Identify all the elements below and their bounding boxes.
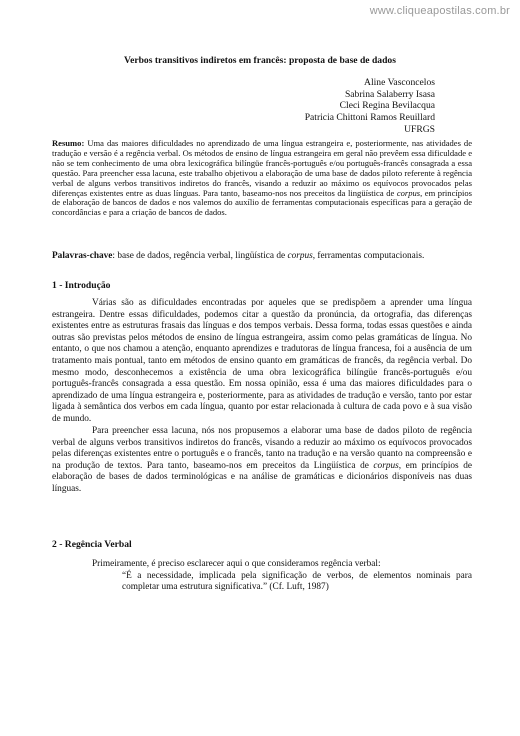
document-title: Verbos transitivos indiretos em francês: proposta de base de dados — [124, 55, 396, 66]
paragraph-text: Primeiramente, é preciso esclarecer aqui o que consideramos regência verbal: — [92, 559, 381, 569]
paragraph-text: Várias são as dificuldades encontradas por aqueles que se predispõem a aprender uma língua estrangeira. Dentre essas dificuldades, podemos citar a questão da pronúncia, da ortografia, das diferenças existentes entre as estruturas frasais das línguas e dos tempos verbais. Dessa forma, todas essas questões e ainda outras são previstas pelos métodos de ensino de língua estrangeira, assim como pelas gramáticas de língua. No entanto, o que nos chamou a atenção, enquanto aprendizes e tradutoras de língua francesa, foi a ausência de um tratamento mais pontual, tanto em métodos de ensino quanto em gramáticas de francês, da regência verbal. Do mesmo modo, desconhecemos a existência de uma obra lexicográfica bilíngüe francês-português e/ou português-francês consagrada a essa questão. Em nossa opinião, essa é uma das maiores dificuldades para o aprendizado de uma língua estrangeira e, posteriormente, para as atividades de tradução e versão, tanto por estar ligada à semântica dos verbos em cada língua, quanto por estar relacionada à cultura de cada povo e à sua visão de mundo. — [52, 298, 472, 424]
paragraph-text-start: Para preencher essa lacuna, nós nos propusemos a elaborar uma base de dados piloto de regência verbal de alguns verbos transitivos indiretos do francês, visando a reduzir ao máximo os equívocos provocados pelas diferenças existentes entre o português e o francês, tanto na tradução e na versão quanto na compreensão e na produção de textos. Para tanto, baseamo-nos em preceitos da Lingüística de — [52, 426, 472, 471]
section-heading-regencia: 2 - Regência Verbal — [52, 539, 132, 550]
abstract-text-end: , em princípios de elaboração de bancos de dados e nos valemos do auxílio de ferramentas computacionais específicas para a geração de concordâncias e para a criação de bancos de dados. — [52, 187, 472, 218]
regencia-paragraph — [52, 559, 472, 594]
author-name: Patricia Chittoni Ramos Reuillard — [304, 112, 435, 124]
author-name: Cleci Regina Bevilacqua — [339, 100, 435, 112]
introduction-paragraph-2 — [52, 426, 472, 496]
keywords-italic-term: corpus — [287, 251, 313, 261]
author-list — [305, 77, 435, 136]
author-affiliation: UFRGS — [404, 123, 435, 135]
abstract-italic-term: corpus — [396, 187, 421, 198]
paragraph-text — [52, 426, 472, 496]
paragraph-italic-term: corpus — [373, 460, 399, 471]
keywords — [52, 251, 472, 263]
abstract-label: Resumo: — [52, 138, 85, 148]
keywords-text-end: , ferramentas computacionais. — [312, 251, 425, 261]
site-watermark: www.cliqueapostilas.com.br — [369, 5, 510, 17]
author-name: Sabrina Salaberry Isasa — [344, 88, 435, 100]
paragraph-text-end: , em princípios de elaboração de bases de dados terminológicas e na análise de gramáticas e dicionários disponíveis nas duas línguas. — [52, 460, 472, 494]
abstract — [52, 139, 472, 218]
block-quote: “É a necessidade, implicada pela significação de verbos, de elementos nominais para completar uma estrutura significativa.” (Cf. Luft, 1987) — [122, 570, 472, 593]
abstract-text: Uma das maiores dificuldades no aprendizado de uma língua estrangeira e, posteriormente, nas atividades de tradução e versão é a regência verbal. Os métodos de ensino de língua estrangeira em geral não prevêem essa dificuldade e não se tem conhecimento de uma obra lexicográfica bilíngüe francês-português e/ou português-francês consagrada a essa questão. Para preencher essa lacuna, este trabalho objetivou a elaboração de uma base de dados piloto referente à regência verbal de alguns verbos transitivos indiretos do francês, visando a reduzir ao máximo os equívocos provocados pelas diferenças existentes entre as duas línguas. Para tanto, baseamo-nos nos preceitos da lingüística de — [52, 138, 473, 198]
section-heading-introduction: 1 - Introdução — [52, 280, 111, 291]
author-name: Aline Vasconcelos — [364, 77, 435, 88]
introduction-paragraph-1 — [52, 298, 472, 426]
keywords-text: : base de dados, regência verbal, lingüística de — [112, 251, 288, 261]
keywords-label: Palavras-chave — [52, 251, 113, 261]
